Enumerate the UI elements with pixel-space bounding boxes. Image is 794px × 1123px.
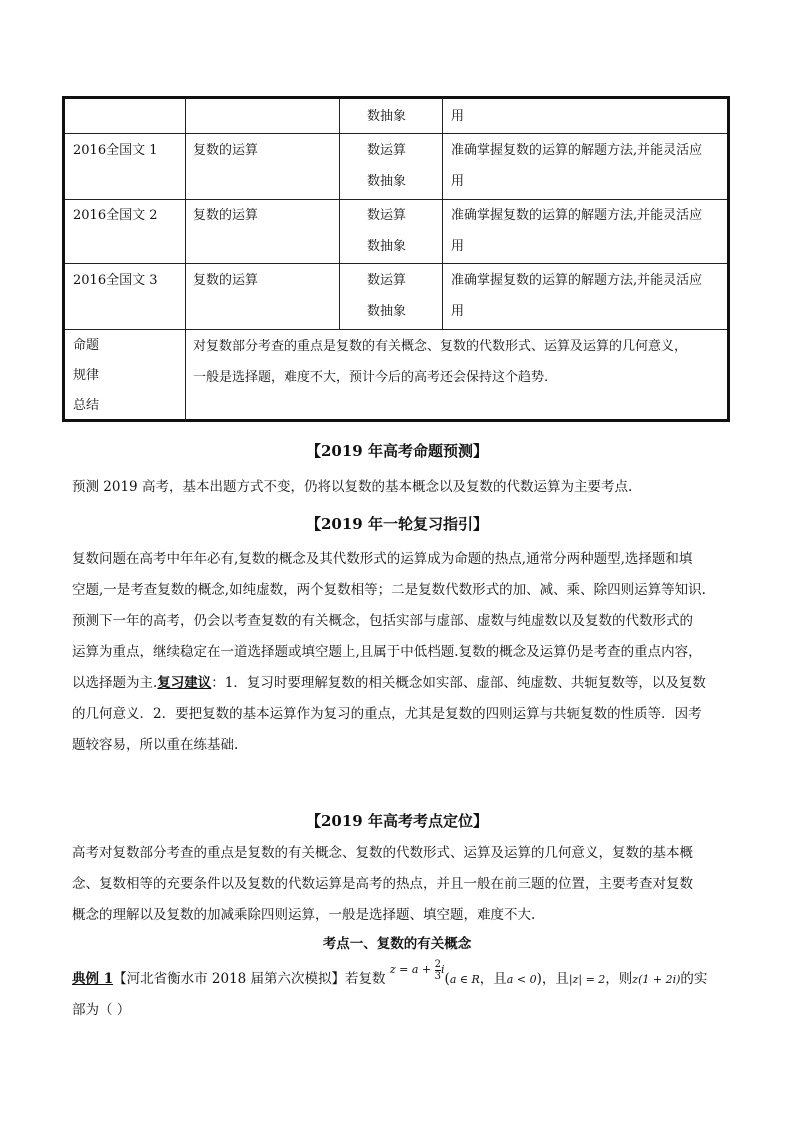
- kaodian-title: 考点一、复数的有关概念: [322, 936, 472, 952]
- table-cell-goal: 准确掌握复数的运算的解题方法,并能灵活应: [451, 208, 703, 223]
- prediction-paragraph: 预测 2019 高考，基本出题方式不变，仍将以复数的基本概念以及复数的代数运算为主要考点.: [72, 479, 633, 495]
- table-cell-goal: 用: [451, 304, 465, 319]
- table-row-divider: [65, 329, 727, 330]
- table-cell-year: 2016全国文 2: [73, 208, 158, 223]
- formula-z: z = a + 2 3 i: [389, 958, 445, 982]
- example-source: 【河北省衡水市 2018 届第六次模拟】若复数: [113, 971, 386, 987]
- exam-points-paragraph: 高考对复数部分考查的重点是复数的有关概念、复数的代数形式、运算及运算的几何意义，复数的基本概 念、复数相等的充要条件以及复数的代数运算是高考的热点，并且一般在前三题的位置，主要考查对复数 概念的理解以及复数的加减乘除四则运算，一般是选择题、填空题，难度不大.: [72, 845, 693, 923]
- table-column-divider: [185, 329, 186, 422]
- example-1: 典例 1【河北省衡水市 2018 届第六次模拟】若复数 $^{z = a + \frac{2}{3} i}$(a ∈ R，且a < 0)，且|z| = 2，则z(1 + 2i)的实 部为（ ）: [72, 958, 708, 1018]
- review-advice-label: 复习建议: [157, 675, 212, 691]
- section-heading-review-guide: 【2019 年一轮复习指引】: [306, 515, 488, 533]
- section-heading-exam-points: 【2019 年高考考点定位】: [306, 812, 488, 830]
- summary-label: 命题 规律 总结: [73, 338, 100, 413]
- table-cell-ability: 数运算: [367, 273, 407, 288]
- table-cell-goal: 用: [451, 109, 465, 124]
- review-guide-paragraph: 复数问题在高考中年年必有,复数的概念及其代数形式的运算成为命题的热点,通常分两种题型,选择题和填 空题,一是考查复数的概念,如纯虚数，两个复数相等；二是复数代数形式的加、减、乘、除四则运算等知识. 预测下一年的高考，仍会以考查复数的有关概念，包括实部与虚部、虚数与纯虚数以及复数的代数形式的 运算为重点，继续稳定在一道选择题或填空题上,且属于中低档题.复数的概念及运算仍是考查的重点内容， 以选择题为主.复习建议：1．复习时要理解复数的相关概念如实部、虚部、纯虚数、共轭复数等，以及复数 的几何意义．2．要把复数的基本运算作为复习的重点，尤其是复数的四则运算与共轭复数的性质等．因考 题较容易，所以重在练基础.: [72, 551, 706, 753]
- formula-fraction: $\frac{2}{3}$: [434, 958, 441, 982]
- table-cell-ability: 数抽象: [367, 174, 407, 189]
- example-label: 典例 1: [72, 971, 114, 987]
- summary-text: 对复数部分考查的重点是复数的有关概念、复数的代数形式、运算及运算的几何意义， 一般是选择题，难度不大，预计今后的高考还会保持这个趋势.: [193, 339, 688, 385]
- table-cell-ability: 数运算: [367, 143, 407, 158]
- table-cell-year: 2016全国文 1: [73, 143, 158, 158]
- table-cell-year: 2016全国文 3: [73, 273, 158, 288]
- table-cell-ability: 数抽象: [367, 109, 407, 124]
- table-cell-topic: 复数的运算: [193, 143, 259, 158]
- table-cell-goal: 用: [451, 174, 465, 189]
- table-cell-ability: 数运算: [367, 208, 407, 223]
- table-cell-ability: 数抽象: [367, 239, 407, 254]
- table-cell-topic: 复数的运算: [193, 208, 259, 223]
- exam-analysis-table: [62, 96, 730, 422]
- table-cell-goal: 用: [451, 239, 465, 254]
- section-heading-prediction: 【2019 年高考命题预测】: [306, 442, 488, 460]
- table-cell-ability: 数抽象: [367, 304, 407, 319]
- table-cell-goal: 准确掌握复数的运算的解题方法,并能灵活应: [451, 143, 703, 158]
- table-cell-goal: 准确掌握复数的运算的解题方法,并能灵活应: [451, 273, 703, 288]
- table-cell-topic: 复数的运算: [193, 273, 259, 288]
